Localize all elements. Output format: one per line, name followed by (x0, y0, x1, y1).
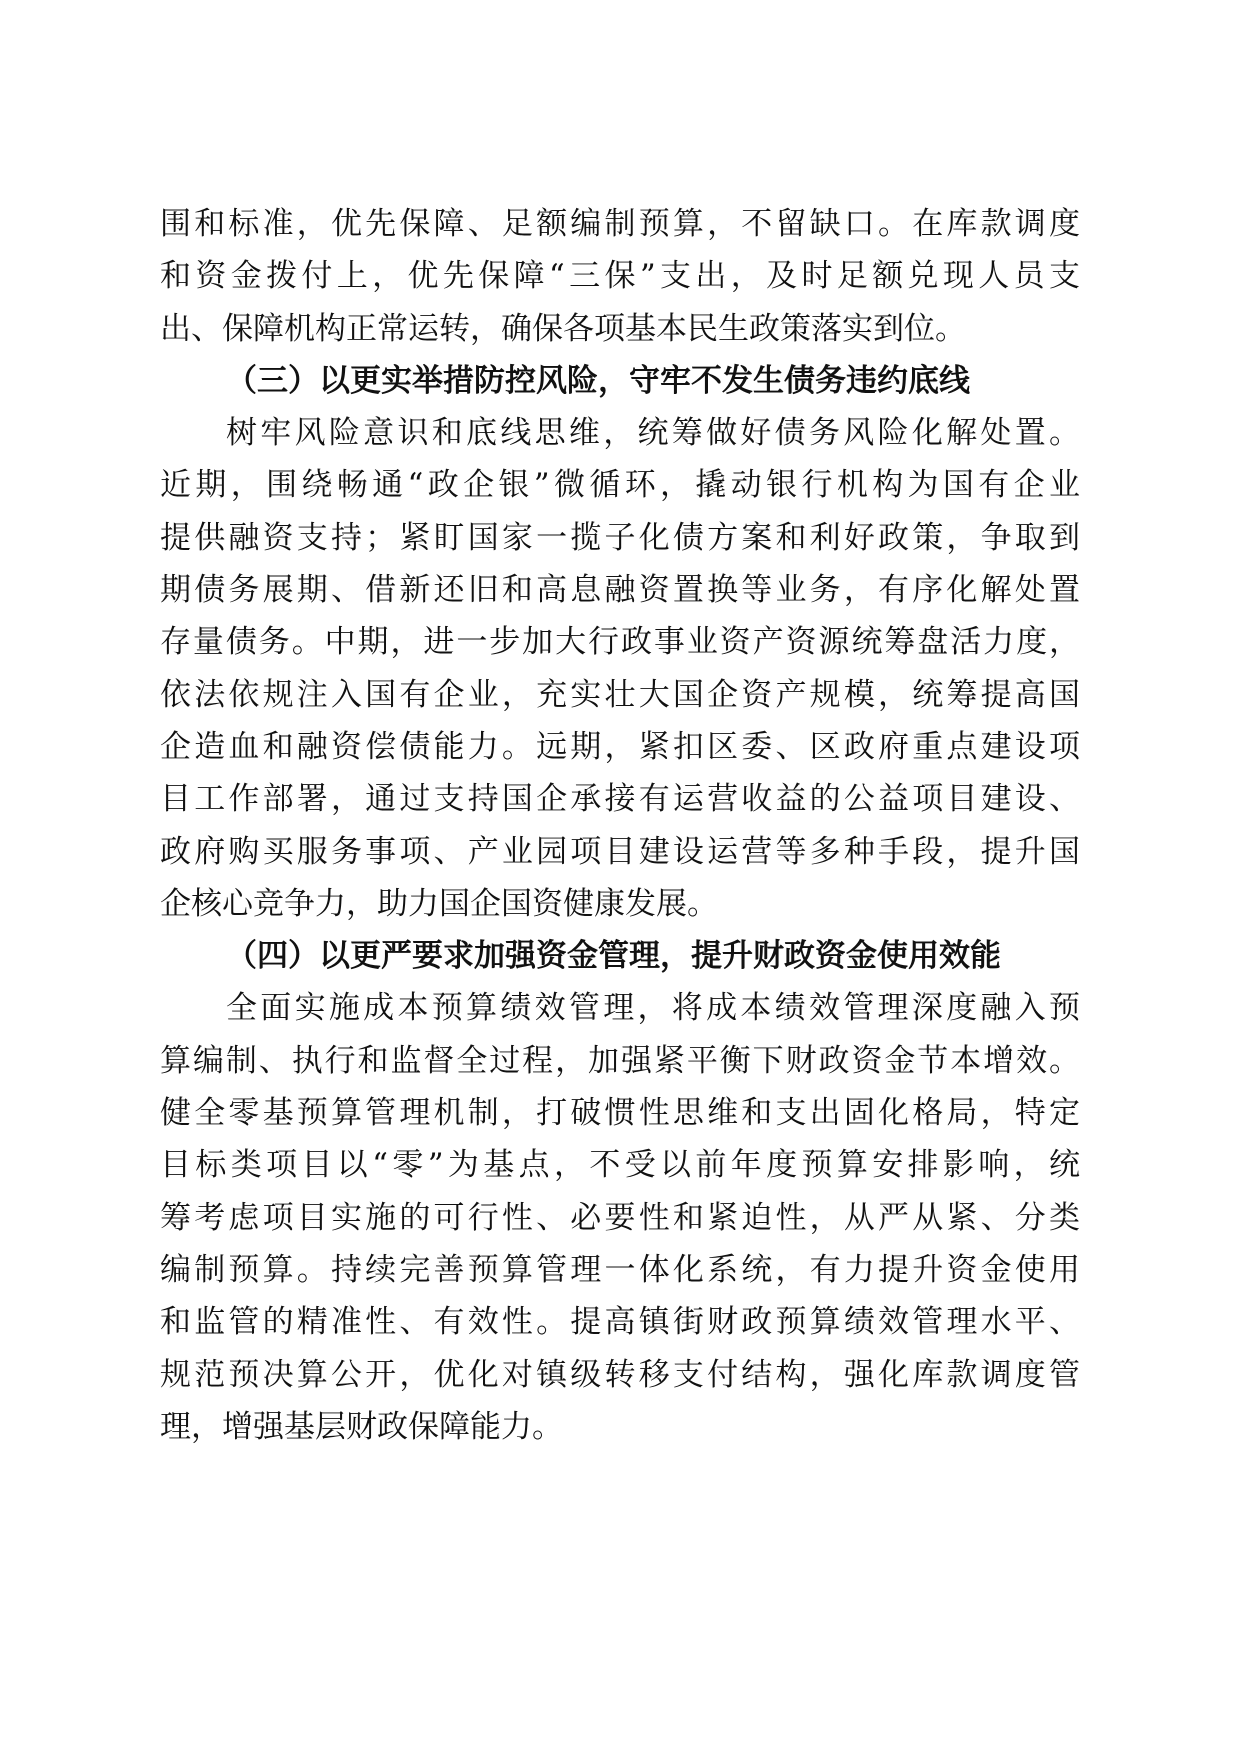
text-line: 理，增强基层财政保障能力。 (160, 1408, 563, 1445)
text-line: 规范预决算公开，优化对镇级转移支付结构，强化库款调度管 (160, 1356, 1080, 1393)
text-line: 目标类项目以“零”为基点，不受以前年度预算安排影响，统 (160, 1147, 1080, 1184)
text-line: 和监管的精准性、有效性。提高镇街财政预算绩效管理水平、 (160, 1304, 1080, 1341)
text-line: 围和标准，优先保障、足额编制预算，不留缺口。在库款调度 (160, 206, 1080, 242)
text-line: 筹考虑项目实施的可行性、必要性和紧迫性，从严从紧、分类 (160, 1199, 1080, 1236)
text-line: 政府购买服务事项、产业园项目建设运营等多种手段，提升国 (160, 833, 1080, 870)
text-line: 依法依规注入国有企业，充实壮大国企资产规模，统筹提高国 (160, 676, 1080, 713)
section-heading-4: （四）以更严要求加强资金管理，提升财政资金使用效能 (226, 938, 1001, 975)
text-line: 期债务展期、借新还旧和高息融资置换等业务，有序化解处置 (160, 572, 1080, 609)
text-line: 算编制、执行和监督全过程，加强紧平衡下财政资金节本增效。 (160, 1042, 1080, 1079)
text-line: 健全零基预算管理机制，打破惯性思维和支出固化格局，特定 (160, 1095, 1080, 1132)
text-line: 目工作部署，通过支持国企承接有运营收益的公益项目建设、 (160, 781, 1080, 818)
paragraph-first-line: 树牢风险意识和底线思维，统筹做好债务风险化解处置。 (226, 415, 1080, 452)
text-line: 企造血和融资偿债能力。远期，紧扣区委、区政府重点建设项 (160, 728, 1080, 765)
text-line: 近期，围绕畅通“政企银”微循环，撬动银行机构为国有企业 (160, 467, 1080, 504)
text-line: 存量债务。中期，进一步加大行政事业资产资源统筹盘活力度， (160, 624, 1080, 661)
document-body (160, 198, 1080, 1453)
paragraph-first-line: 全面实施成本预算绩效管理，将成本绩效管理深度融入预 (226, 990, 1080, 1027)
text-line: 企核心竞争力，助力国企国资健康发展。 (160, 885, 718, 922)
text-line: 编制预算。持续完善预算管理一体化系统，有力提升资金使用 (160, 1251, 1080, 1288)
text-line: 和资金拨付上，优先保障“三保”支出，及时足额兑现人员支 (160, 258, 1080, 295)
text-line: 出、保障机构正常运转，确保各项基本民生政策落实到位。 (160, 310, 966, 347)
text-line: 提供融资支持；紧盯国家一揽子化债方案和利好政策，争取到 (160, 519, 1080, 556)
section-heading-3: （三）以更实举措防控风险，守牢不发生债务违约底线 (226, 362, 970, 399)
